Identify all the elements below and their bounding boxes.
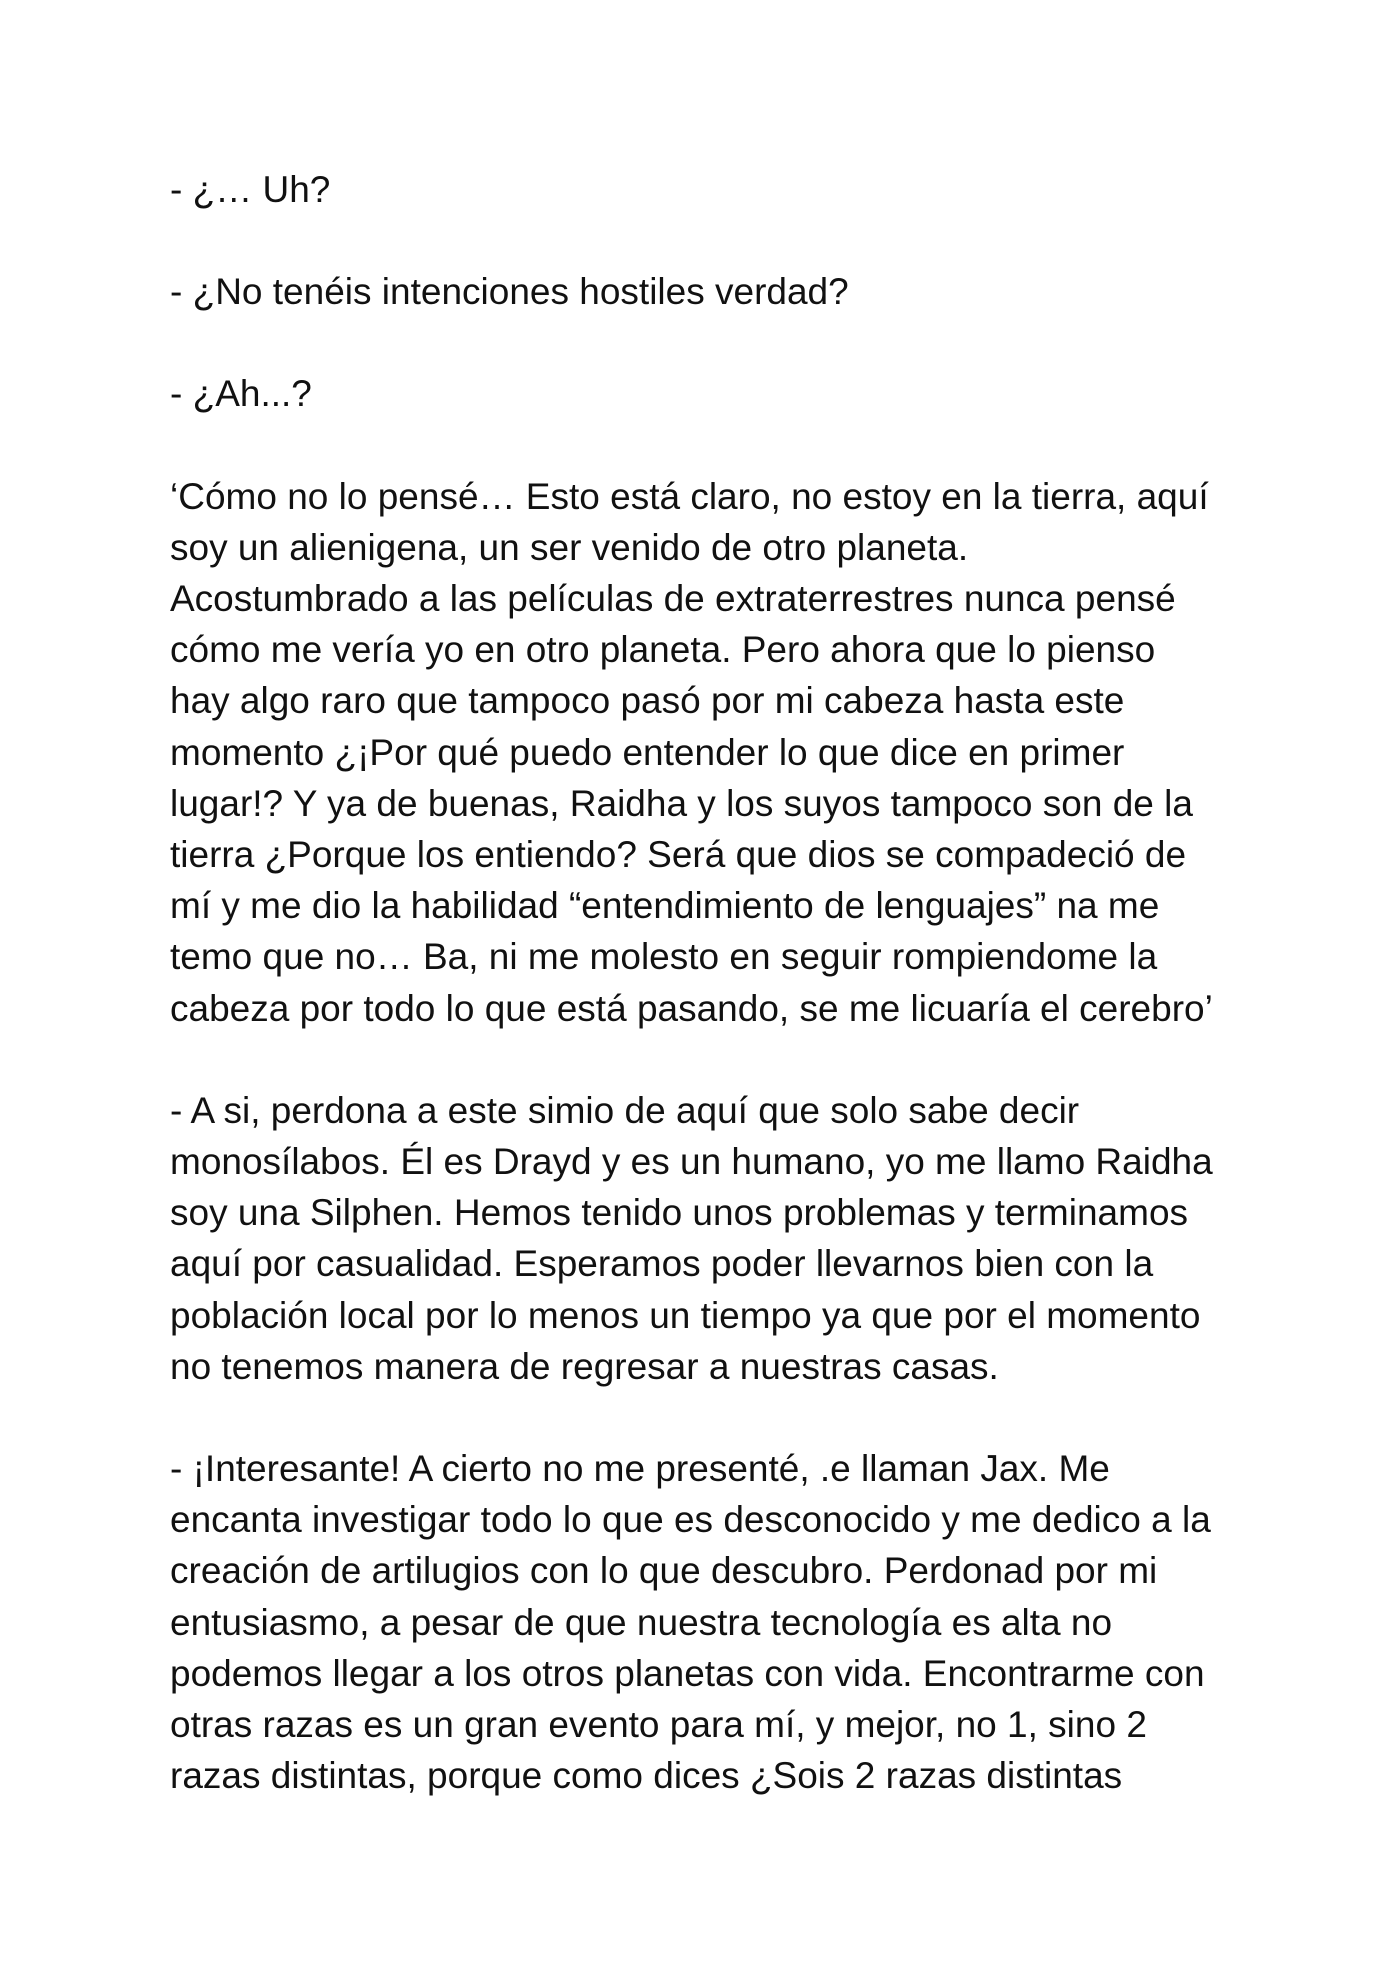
dialogue-line-ah: - ¿Ah...?: [170, 373, 312, 415]
inner-monologue-paragraph: ‘Cómo no lo pensé… Esto está claro, no estoy en la tierra, aquí soy un alienigena, un ser venido de otro planeta. Acostumbrado a las películas de extraterrestres nunca pensé cómo me vería yo en otro planeta. Pero ahora que lo pienso hay algo raro que tampoco pasó por mi cabeza hasta este momento ¿¡Por qué puedo entender lo que dice en primer lugar!? Y ya de buenas, Raidha y los suyos tampoco son de la tierra ¿Porque los entiendo? Será que dios se compadeció de mí y me dio la habilidad “entendimiento de lenguajes” na me temo que no… Ba, ni me molesto en seguir rompiendome la cabeza por todo lo que está pasando, se me licuaría el cerebro’: [170, 475, 1213, 1029]
dialogue-line-hostile-intentions: - ¿No tenéis intenciones hostiles verdad?: [170, 271, 849, 313]
dialogue-raidha-introduction: - A si, perdona a este simio de aquí que solo sabe decir monosílabos. Él es Drayd y es un humano, yo me llamo Raidha soy una Silphen. Hemos tenido unos problemas y terminamos aquí por casualidad. Esperamos poder llevarnos bien con la población local por lo menos un tiempo ya que por el momento no tenemos manera de regresar a nuestras casas.: [170, 1089, 1213, 1387]
dialogue-jax-introduction: - ¡Interesante! A cierto no me presenté, .e llaman Jax. Me encanta investigar todo lo que es desconocido y me dedico a la creación de artilugios con lo que descubro. Perdonad por mi entusiasmo, a pesar de que nuestra tecnología es alta no podemos llegar a los otros planetas con vida. Encontrarme con otras razas es un gran evento para mí, y mejor, no 1, sino 2 razas distintas, porque como dices ¿Sois 2 razas distintas: [170, 1448, 1211, 1797]
page-body: [170, 164, 1250, 1801]
dialogue-line-uh: - ¿… Uh?: [170, 169, 331, 210]
